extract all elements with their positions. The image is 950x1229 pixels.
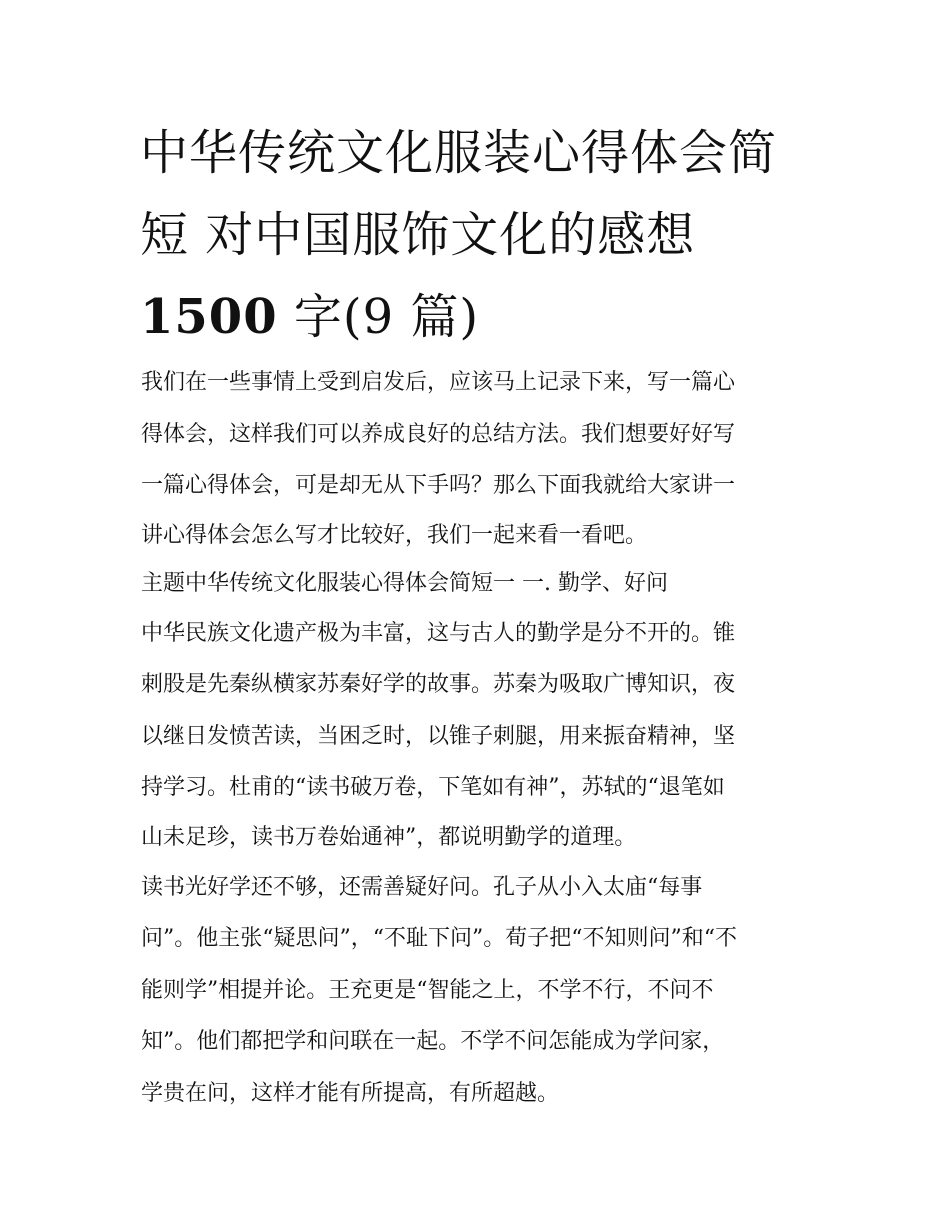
title-line-1: 中华传统文化服装心得体会简 xyxy=(140,125,778,181)
document-title xyxy=(140,112,820,358)
section-heading: 主题中华传统文化服装心得体会简短一 一. 勤学、好问 xyxy=(141,570,668,596)
intro-line: 得体会，这样我们可以养成良好的总结方法。我们想要好好写 xyxy=(141,421,736,447)
intro-line: 我们在一些事情上受到启发后，应该马上记录下来，写一篇心 xyxy=(141,370,736,395)
paragraph-line: 知”。他们都把学和问联在一起。不学不问怎能成为学问家， xyxy=(141,1029,725,1054)
title-count-suffix: 字(9 篇) xyxy=(277,289,480,345)
paragraph-line: 问”。他主张“疑思问”，“不耻下问”。荀子把“不知则问”和“不 xyxy=(141,926,737,951)
paragraph-line: 读书光好学还不够，还需善疑好问。孔子从小入太庙“每事 xyxy=(141,874,703,900)
intro-line: 一篇心得体会，可是却无从下手吗？那么下面我就给大家讲一 xyxy=(141,473,736,498)
paragraph-line: 以继日发愤苦读，当困乏时，以锥子刺腿，用来振奋精神，坚 xyxy=(141,723,736,749)
title-word-count: 1500 xyxy=(140,289,278,345)
paragraph-line: 学贵在问，这样才能有所提高，有所超越。 xyxy=(141,1080,560,1106)
intro-line: 讲心得体会怎么写才比较好，我们一起来看一看吧。 xyxy=(141,522,648,548)
paragraph-line: 中华民族文化遗产极为丰富，这与古人的勤学是分不开的。锥 xyxy=(141,620,736,646)
document-body xyxy=(141,357,821,1119)
paragraph-line: 刺股是先秦纵横家苏秦好学的故事。苏秦为吸取广博知识，夜 xyxy=(141,672,736,697)
paragraph-line: 能则学”相提并论。王充更是“智能之上，不学不行，不问不 xyxy=(141,977,714,1003)
paragraph-line: 持学习。杜甫的“读书破万卷，下笔如有神”，苏轼的“退笔如 xyxy=(141,775,725,800)
title-line-2: 短 对中国服饰文化的感想 xyxy=(140,207,696,263)
paragraph-line: 山未足珍，读书万卷始通神”，都说明勤学的道理。 xyxy=(141,824,637,850)
title-line-3 xyxy=(140,276,820,358)
